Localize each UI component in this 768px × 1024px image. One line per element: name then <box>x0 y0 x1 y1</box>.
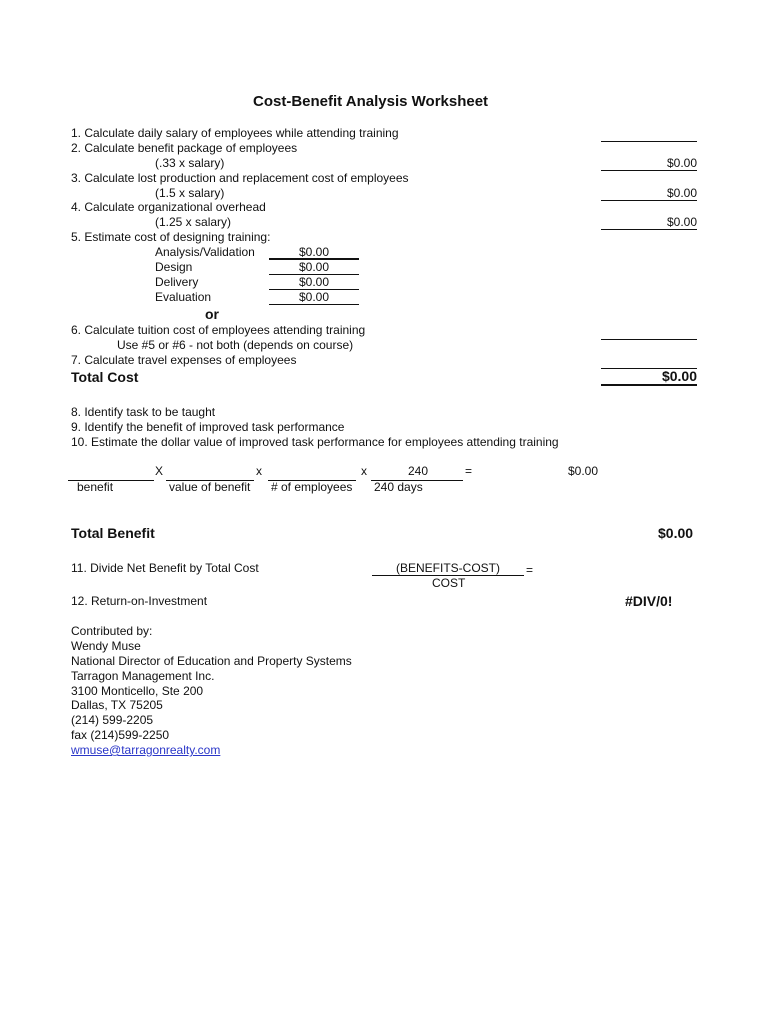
total-benefit-label: Total Benefit <box>71 525 155 541</box>
benefit-input-line[interactable] <box>68 466 154 481</box>
value-of-benefit-label: value of benefit <box>169 480 251 494</box>
step-1-answer-line[interactable] <box>601 128 697 142</box>
step-1-text: 1. Calculate daily salary of employees while attending training <box>71 126 399 140</box>
formula-result: $0.00 <box>568 464 599 478</box>
step-3-value-text: $0.00 <box>666 186 697 200</box>
contributor-company: Tarragon Management Inc. <box>71 669 215 683</box>
step-4-text: 4. Calculate organizational overhead <box>71 200 266 214</box>
step-7-answer-line[interactable] <box>601 355 697 369</box>
step-3-subtext: (1.5 x salary) <box>155 186 225 200</box>
step-3-text: 3. Calculate lost production and replacement cost of employees <box>71 171 409 185</box>
roi-value: #DIV/0! <box>625 593 673 609</box>
value-of-benefit-input-line[interactable] <box>166 466 254 481</box>
step-6-subtext: Use #5 or #6 - not both (depends on course) <box>117 338 354 352</box>
step-4-value-text: $0.00 <box>666 215 697 229</box>
contributor-position: National Director of Education and Property Systems <box>71 654 352 668</box>
design-cost-label: Evaluation <box>155 290 212 304</box>
contributor-email-link[interactable]: wmuse@tarragonrealty.com <box>71 743 221 757</box>
roi-numerator-text: (BENEFITS-COST) <box>396 561 500 575</box>
contributor-heading: Contributed by: <box>71 624 153 638</box>
design-cost-label: Design <box>155 260 193 274</box>
or-separator: or <box>205 306 219 322</box>
days-value: 240 <box>408 464 429 478</box>
step-8-text: 8. Identify task to be taught <box>71 405 216 419</box>
step-10-text: 10. Estimate the dollar value of improved task performance for employees attending training <box>71 435 559 449</box>
roi-numerator <box>372 561 524 576</box>
design-cost-divider <box>269 304 359 305</box>
contributor-address-line2: Dallas, TX 75205 <box>71 698 163 712</box>
design-cost-value[interactable]: $0.00 <box>299 260 330 274</box>
step-2-value[interactable] <box>601 156 697 171</box>
contributor-phone: (214) 599-2205 <box>71 713 154 727</box>
benefit-label: benefit <box>77 480 114 494</box>
employees-input-line[interactable] <box>268 466 356 481</box>
step-3-value[interactable] <box>601 186 697 201</box>
design-cost-value[interactable]: $0.00 <box>299 290 330 304</box>
design-cost-value[interactable]: $0.00 <box>299 245 330 259</box>
step-11-text: 11. Divide Net Benefit by Total Cost <box>71 561 259 575</box>
days-label: 240 days <box>374 480 423 494</box>
step-6-text: 6. Calculate tuition cost of employees attending training <box>71 323 366 337</box>
step-2-value-text: $0.00 <box>666 156 697 170</box>
contributor-fax: fax (214)599-2250 <box>71 728 170 742</box>
step-2-subtext: (.33 x salary) <box>155 156 225 170</box>
step-12-text: 12. Return-on-Investment <box>71 594 208 608</box>
equals-sign: = <box>465 464 473 478</box>
total-cost-label: Total Cost <box>71 369 139 385</box>
design-cost-label: Analysis/Validation <box>155 245 255 259</box>
roi-equals-sign: = <box>526 563 534 577</box>
total-benefit-value: $0.00 <box>658 525 694 541</box>
step-7-text: 7. Calculate travel expenses of employees <box>71 353 297 367</box>
contributor-name: Wendy Muse <box>71 639 141 653</box>
design-cost-value[interactable]: $0.00 <box>299 275 330 289</box>
total-cost-value-text: $0.00 <box>661 368 697 384</box>
multiply-sign: X <box>155 464 164 478</box>
page-title: Cost-Benefit Analysis Worksheet <box>253 93 489 110</box>
step-2-text: 2. Calculate benefit package of employees <box>71 141 298 155</box>
step-4-subtext: (1.25 x salary) <box>155 215 232 229</box>
step-9-text: 9. Identify the benefit of improved task performance <box>71 420 345 434</box>
roi-denominator: COST <box>432 576 466 590</box>
multiply-sign: x <box>256 464 262 478</box>
contributor-address-line1: 3100 Monticello, Ste 200 <box>71 684 204 698</box>
total-cost-value <box>601 368 697 386</box>
multiply-sign: x <box>361 464 367 478</box>
step-6-answer-line[interactable] <box>601 326 697 340</box>
step-4-value[interactable] <box>601 215 697 230</box>
step-5-text: 5. Estimate cost of designing training: <box>71 230 271 244</box>
design-cost-label: Delivery <box>155 275 199 289</box>
employees-label: # of employees <box>271 480 353 494</box>
